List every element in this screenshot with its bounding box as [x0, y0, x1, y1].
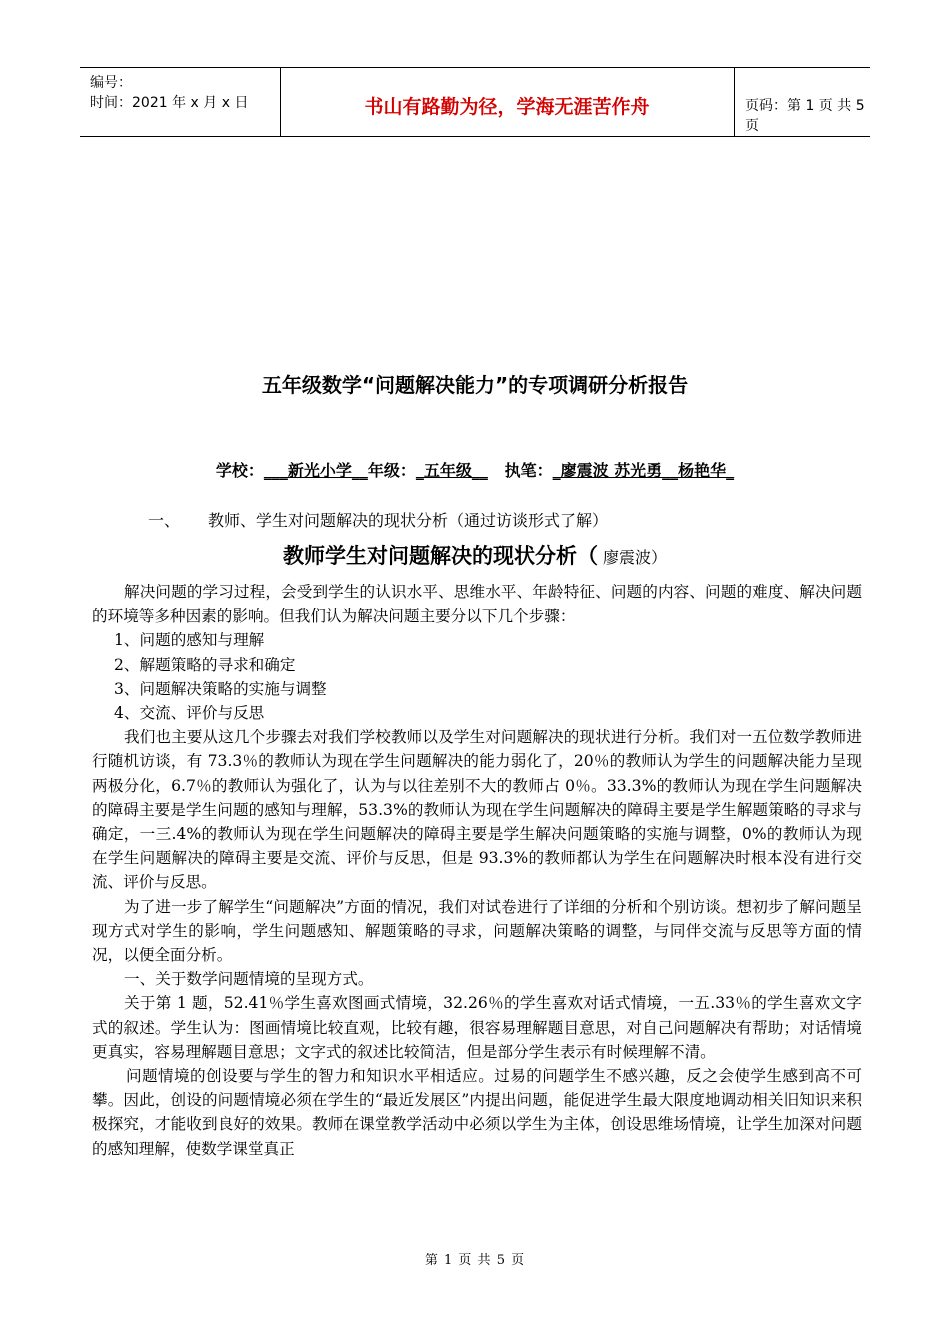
paragraph: 关于第 1 题，52.41％学生喜欢图画式情境，32.26％的学生喜欢对话式情境，一五.33％的学生喜欢文字式的叙述。学生认为：图画情境比较直观，比较有趣，很容易理解题目意思，对自己问题解决有帮助；对话情境更真实，容易理解题目意思；文字式的叙述比较简洁，但是部分学生表示有时候理解不清。 — [92, 994, 862, 1061]
header-page-cell — [735, 68, 870, 136]
grade-label: 年级： — [367, 461, 416, 480]
header-info-cell — [80, 68, 281, 136]
document-date: 时间：2021 年 x 月 x 日 — [90, 95, 249, 111]
school-value: ___新光小学__ — [263, 461, 368, 480]
list-item: 4、交流、评价与反思 — [114, 704, 265, 723]
paragraph: 解决问题的学习过程，会受到学生的认识水平、思维水平、年龄特征、问题的内容、问题的难度、解决问题的环境等多种因素的影响。但我们认为解决问题主要分以下几个步骤： — [92, 583, 862, 626]
header-motto-cell — [280, 68, 735, 136]
section-heading-1 — [148, 508, 608, 531]
motto: 书山有路勤为径，学海无涯苦作舟 — [364, 96, 650, 118]
analysis-heading-main: 教师学生对问题解决的现状分析（ — [282, 544, 598, 568]
report-meta — [0, 458, 950, 481]
analysis-heading-author: 廖震波） — [597, 548, 668, 567]
header-table — [80, 67, 870, 137]
paragraph: 为了进一步了解学生“问题解决”方面的情况，我们对试卷进行了详细的分析和个别访谈。想初步了解问题呈现方式对学生的影响，学生问题感知、解题策略的寻求，问题解决策略的调整，与同伴交流与反思等方面的情况，以便全面分析。 — [92, 897, 862, 965]
paragraph: 我们也主要从这几个步骤去对我们学校教师以及学生对问题解决的现状进行分析。我们对一五位数学教师进行随机访谈，有 73.3％的教师认为现在学生问题解决的能力弱化了，20％的教师认为学生的问题解决能力呈现两极分化，6.7％的教师认为强化了，认为与以往差别不大的教师占 0％。33.3%的教师认为现在学生问题解决的障碍主要是学生问题的感知与理解，53.3%的教师认为现在学生问题解决的障碍主要是学生解题策略的寻求与确定，一三.4%的教师认为现在学生问题解决的障碍主要是学生解决问题策略的实施与调整，0%的教师认为现在学生问题解决的障碍主要是交流、评价与反思，但是 93.3%的教师都认为学生在问题解决时根本没有进行交流、评价与反思。 — [92, 728, 862, 892]
grade-value: _五年级__ — [415, 461, 488, 480]
school-label: 学校： — [215, 461, 264, 480]
list-item: 3、问题解决策略的实施与调整 — [114, 679, 327, 698]
paragraph: 问题情境的创设要与学生的智力和知识水平相适应。过易的问题学生不感兴趣，反之会使学生感到高不可攀。因此，创设的问题情境必须在学生的“最近发展区”内提出问题，能促进学生最大限度地调动相关旧知识来积极探究，才能收到良好的效果。教师在课堂教学活动中必须以学生为主体，创设思维场情境，让学生加深对问题的感知理解，使数学课堂真正 — [92, 1067, 862, 1158]
author-value: _廖震波 苏光勇__杨艳华_ — [552, 461, 735, 480]
page-indicator: 页码：第 1 页 共 5 页 — [745, 98, 865, 134]
section-title: 教师、学生对问题解决的现状分析（通过访谈形式了解） — [208, 511, 609, 530]
body-text — [92, 580, 862, 1161]
page-footer: 第 1 页 共 5 页 — [424, 1253, 526, 1268]
subheading: 一、关于数学问题情境的呈现方式。 — [124, 970, 374, 989]
report-title: 五年级数学“问题解决能力”的专项调研分析报告 — [261, 373, 689, 397]
list-item: 1、问题的感知与理解 — [114, 631, 265, 650]
analysis-heading — [0, 540, 950, 570]
section-number: 一、 — [148, 511, 181, 530]
list-item: 2、解题策略的寻求和确定 — [114, 655, 296, 674]
document-number: 编号： — [90, 75, 132, 91]
author-label: 执笔： — [504, 461, 553, 480]
